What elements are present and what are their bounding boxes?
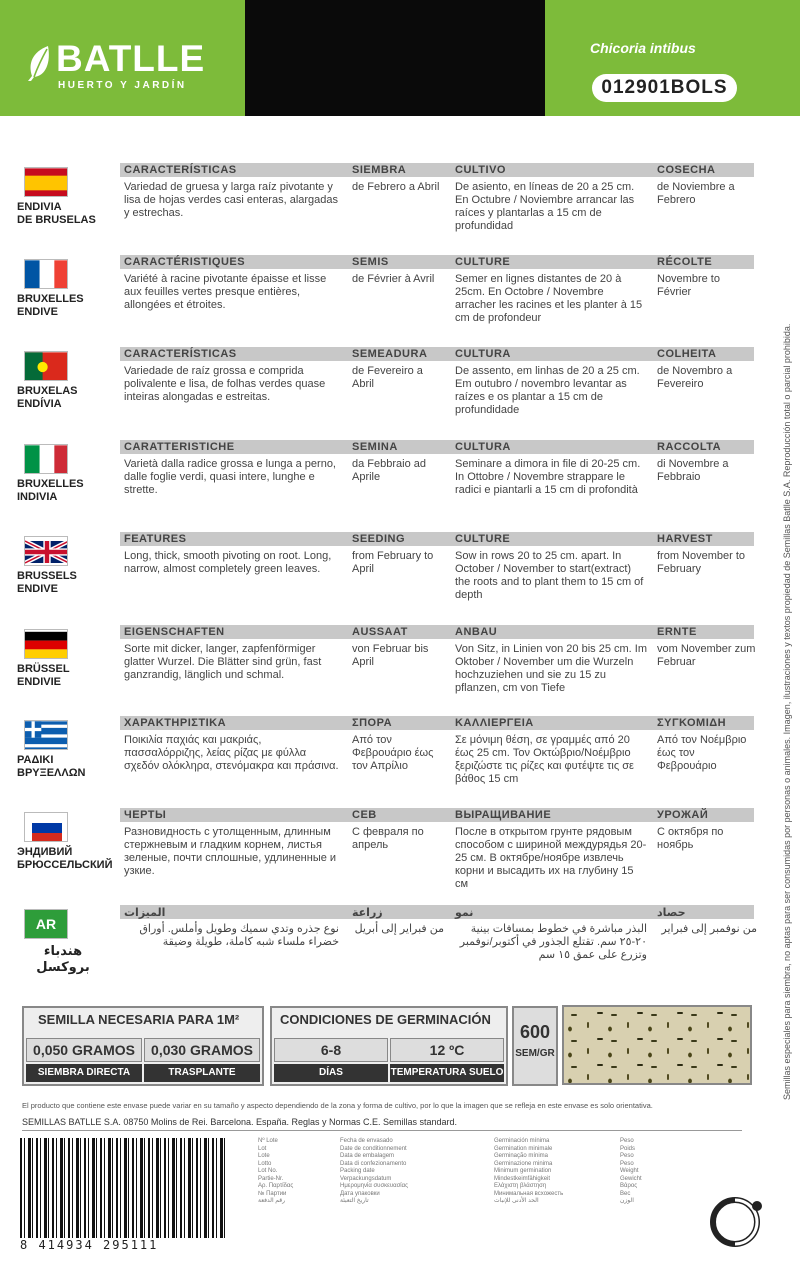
features-heading: CARACTERÍSTICAS: [124, 164, 237, 176]
fine-print-line: Packing date: [340, 1168, 375, 1174]
harvest-text: de Noviembre a Febrero: [657, 181, 735, 206]
sowing-text: da Febbraio ad Aprile: [352, 458, 426, 483]
harvest-text: vom November zum Februar: [657, 643, 756, 668]
brand-name: BATLLE: [56, 38, 206, 79]
lot-labels: [258, 1138, 334, 1206]
harvest-heading: ERNTE: [657, 626, 697, 638]
language-row-en: [0, 532, 770, 624]
cultivation-heading: CULTURA: [455, 441, 511, 453]
fine-print-line: تاريخ التعبئة: [340, 1198, 369, 1204]
language-vegetable-name: BRUXELLES INDIVIA: [17, 478, 84, 503]
germination-title: CONDICIONES DE GERMINACIÓN: [280, 1012, 491, 1027]
green-dot-recycle-icon: [706, 1196, 764, 1248]
harvest-heading: УРОЖАЙ: [657, 809, 709, 821]
sowing-text: de Fevereiro a Abril: [352, 365, 423, 390]
features-text: Разновидность с утолщенным, длинным стержневым и гладким корнем, листья зеленые, почти сплошные, удлиненные и узкие.: [124, 826, 337, 877]
direct-sowing-label: SIEMBRA DIRECTA: [26, 1064, 142, 1082]
weight-labels: [620, 1138, 660, 1206]
germination-labels: [494, 1138, 584, 1206]
brand-subtitle: HUERTO Y JARDÍN: [58, 80, 187, 91]
features-text: Variedade de raíz grossa e comprida polivalente e lisa, de folhas verdes quase inteiras alongadas e estreitas.: [124, 365, 326, 403]
disclaimer-text: El producto que contiene este envase puede variar en su tamaño y aspecto dependiendo de la zona y forma de cultivo, por lo que la imagen que se refleja en este envase es solo orientativa.: [22, 1101, 653, 1110]
language-vegetable-name: ΡΑΔΙΚΙ ΒΡΥΞΕΛΛΩΝ: [17, 754, 86, 779]
features-heading: FEATURES: [124, 533, 187, 545]
fine-print-line: Fecha de envasado: [340, 1138, 393, 1144]
language-row-ru: [0, 808, 770, 900]
harvest-text: Novembre to Février: [657, 273, 720, 298]
image-window: [245, 0, 545, 116]
cultivation-heading: ВЫРАЩИВАНИЕ: [455, 809, 552, 821]
sowing-heading: SEMINA: [352, 441, 398, 453]
harvest-heading: RÉCOLTE: [657, 256, 713, 268]
flag-en-icon: [24, 536, 68, 566]
fine-print-line: Αρ. Παρτίδας: [258, 1183, 294, 1189]
fine-print-line: Peso: [620, 1153, 634, 1159]
fine-print-line: Weight: [620, 1168, 639, 1174]
fine-print-line: Βάρος: [620, 1183, 638, 1189]
harvest-text: Από τον Νοέμβριο έως τον Φεβρουάριο: [657, 734, 747, 772]
flag-pt-icon: [24, 351, 68, 381]
harvest-heading: ΣΥΓΚΟΜΙΔΗ: [657, 717, 727, 729]
features-heading: EIGENSCHAFTEN: [124, 626, 225, 638]
fine-print-line: Дата упаковки: [340, 1190, 380, 1197]
seed-count-value: 600: [519, 1022, 551, 1042]
fine-print-line: Gewicht: [620, 1175, 642, 1182]
sowing-text: de Février à Avril: [352, 273, 435, 285]
sowing-text: from February to April: [352, 550, 434, 575]
harvest-heading: COSECHA: [657, 164, 716, 176]
cultivation-text: Von Sitz, in Linien von 20 bis 25 cm. Im Oktober / November um die Wurzeln hochzuziehen und sie zu 15 zu pflanzen, cm von Tiefe: [455, 643, 647, 694]
flag-gr-icon: [24, 720, 68, 750]
direct-sowing-value: 0,050 GRAMOS: [26, 1038, 142, 1062]
harvest-heading: HARVEST: [657, 533, 713, 545]
harvest-heading: حصاد: [657, 907, 686, 919]
features-text: Variété à racine pivotante épaisse et lisse aux feuilles vertes presque entières, allongées et étroites.: [124, 273, 327, 311]
cultivation-text: De assento, em linhas de 20 a 25 cm. Em outubro / novembro levantar as raízes e os plantar a 15 cm de profundidade: [455, 365, 640, 416]
fine-print-line: Data di confezionamento: [340, 1160, 407, 1167]
fine-print-line: № Партии: [258, 1190, 287, 1197]
language-row-es: [0, 163, 770, 255]
fine-print-line: Minimum germination: [494, 1168, 552, 1174]
cultivation-text: Σε μόνιμη θέση, σε γραμμές από 20 έως 25 cm. Τον Οκτώβριο/Νοέμβριο ξεριζώστε τις ρίζες και φυτέψτε τις σε βάθος 15 cm: [455, 734, 634, 785]
language-row-it: [0, 440, 770, 532]
fine-print-line: Germination minimale: [494, 1145, 553, 1152]
features-text: Variedad de gruesa y larga raíz pivotante y lisa de hojas verdes casi enteras, alargadas y estrechas.: [124, 181, 339, 219]
fine-print-line: Nº Lote: [258, 1138, 278, 1144]
seed-count-unit: SEM/GR: [515, 1048, 555, 1059]
cultivation-heading: CULTURE: [455, 256, 511, 268]
sowing-text: من فبراير إلى أبريل: [354, 923, 444, 935]
cultivation-text: البذر مباشرة في خطوط بمسافات بينية ٢٠-٢٥ سم. تقتلع الجذور في أكتوبر/نوفمبر وتزرع على عمق ١٥ سم: [459, 923, 647, 961]
germination-box: [270, 1006, 508, 1086]
language-vegetable-name: ENDIVIA DE BRUSELAS: [17, 201, 96, 226]
harvest-text: С октября по ноябрь: [657, 826, 724, 851]
features-text: Ποικιλία παχιάς και μακριάς, πασσαλόρριζης, λείας ρίζας με φύλλα σχεδόν ολόκληρα, στενόμακρα και πράσινα.: [124, 734, 339, 772]
cultivation-text: De asiento, en líneas de 20 a 25 cm. En Octubre / Noviembre arrancar las raíces y plantarlas a 15 cm de profundidad: [455, 181, 635, 232]
features-heading: CARATTERISTICHE: [124, 441, 235, 453]
sowing-heading: AUSSAAT: [352, 626, 408, 638]
fine-print-line: Peso: [620, 1160, 634, 1167]
sowing-text: von Februar bis April: [352, 643, 429, 668]
cultivation-heading: CULTIVO: [455, 164, 506, 176]
fine-print-line: الحد الأدنى للإنبات: [494, 1198, 539, 1204]
packing-date-labels: [340, 1138, 450, 1206]
header: [0, 0, 800, 116]
language-row-gr: [0, 716, 770, 808]
features-text: Long, thick, smooth pivoting on root. Long, narrow, almost completely green leaves.: [124, 550, 332, 575]
features-text: نوع جذره وتدي سميك وطويل وأملس. أوراق خضراء ملساء شبه كاملة، طويلة وضيقة: [139, 923, 339, 948]
fine-print-line: رقم الدفعة: [258, 1198, 286, 1204]
seed-count-box: [512, 1006, 558, 1086]
fine-print-line: Минимальная всхожесть: [494, 1190, 564, 1197]
germination-days-value: 6-8: [274, 1038, 388, 1062]
seed-photo: [562, 1005, 752, 1085]
species-panel: [545, 0, 800, 116]
fine-print-line: Poids: [620, 1145, 636, 1152]
cultivation-heading: نمو: [455, 907, 474, 919]
fine-print-line: Mindestkeimfähigkeit: [494, 1175, 551, 1182]
company-info: SEMILLAS BATLLE S.A. 08750 Molins de Rei. Barcelona. España. Reglas y Normas C.E. Semillas standard.: [22, 1117, 458, 1127]
language-row-ar: [0, 905, 770, 997]
harvest-heading: COLHEITA: [657, 348, 717, 360]
fine-print-line: Ελάχιστη βλάστηση: [494, 1183, 547, 1189]
cultivation-heading: ANBAU: [455, 626, 498, 638]
flag-ru-icon: [24, 812, 68, 842]
seed-needed-title: SEMILLA NECESARIA PARA 1M²: [38, 1012, 240, 1027]
flag-es-icon: [24, 167, 68, 197]
fine-print-line: Вес: [620, 1190, 631, 1197]
leaf-logo-icon: [26, 44, 52, 82]
flag-de-icon: [24, 629, 68, 659]
footer-divider: [22, 1130, 742, 1131]
barcode-bars: [20, 1138, 228, 1238]
language-vegetable-name: BRUSSELS ENDIVE: [17, 570, 77, 595]
flag-ar-icon: [24, 909, 68, 939]
harvest-text: من نوفمبر إلى فبراير: [661, 923, 757, 935]
product-code: 012901BOLS: [592, 74, 737, 102]
cultivation-text: Semer en lignes distantes de 20 à 25cm. En Octobre / Novembre arracher les racines et les planter à 15 cm de profondeur: [455, 273, 643, 324]
features-heading: الميزات: [124, 907, 166, 919]
language-row-fr: [0, 255, 770, 347]
harvest-text: from November to February: [657, 550, 746, 575]
fine-print-line: Germinação mínima: [494, 1153, 549, 1159]
features-heading: CARACTÉRISTIQUES: [124, 256, 246, 268]
sowing-heading: SEMEADURA: [352, 348, 428, 360]
soil-temp-value: 12 ºC: [390, 1038, 504, 1062]
features-heading: CARACTERÍSTICAS: [124, 348, 237, 360]
cultivation-text: Sow in rows 20 to 25 cm. apart. In October / November to start(extract) the roots and to plant them to 15 cm of depth: [455, 550, 644, 601]
sowing-text: Από τον Φεβρουάριο έως τον Απρίλιο: [352, 734, 434, 772]
sowing-heading: ΣΠΟΡΑ: [352, 717, 393, 729]
barcode: [20, 1138, 228, 1250]
language-row-de: [0, 625, 770, 717]
sowing-text: de Febrero a Abril: [352, 181, 440, 193]
fine-print-line: Lot: [258, 1145, 267, 1152]
sowing-heading: СЕВ: [352, 809, 377, 821]
seed-needed-box: [22, 1006, 264, 1086]
language-row-pt: [0, 347, 770, 439]
species-name: Chicoria intibus: [590, 40, 696, 56]
sowing-heading: زراعة: [352, 907, 383, 919]
barcode-number: 8 414934 295111: [20, 1238, 159, 1252]
side-legal-text: Semillas especiales para siembra, no aptas para ser consumidas por personas o animales. Imagen, ilustraciones y textos propiedad de Semillas Batlle S.A. Reproducción total o parcial prohibida.: [782, 323, 792, 1100]
soil-temp-label: TEMPERATURA SUELO: [390, 1064, 504, 1082]
language-vegetable-name: ЭНДИВИЙ БРЮССЕЛЬСКИЙ: [17, 846, 113, 871]
language-vegetable-name: هندباء بروكسل: [36, 943, 90, 974]
fine-print-line: Peso: [620, 1138, 634, 1144]
transplant-label: TRASPLANTE: [144, 1064, 260, 1082]
sowing-heading: SIEMBRA: [352, 164, 407, 176]
fine-print-line: Germinazione minima: [494, 1160, 553, 1167]
fine-print-line: Lote: [258, 1153, 270, 1159]
harvest-text: di Novembre a Febbraio: [657, 458, 729, 483]
fine-print-line: الوزن: [620, 1198, 634, 1204]
language-vegetable-name: BRUXELAS ENDÍVIA: [17, 385, 78, 410]
cultivation-text: После в открытом грунте рядовым способом с шириной междурядья 20-25 см. В октябре/ноябре извлечь корни и высадить их на глубину 15 см: [455, 826, 647, 890]
fine-print-line: Germinación mínima: [494, 1138, 550, 1144]
fine-print-line: Data de embalagem: [340, 1153, 395, 1159]
fine-print-line: Lot No.: [258, 1168, 278, 1174]
fine-print-line: Date de conditionnement: [340, 1145, 407, 1152]
transplant-value: 0,030 GRAMOS: [144, 1038, 260, 1062]
arabic-flag-label: AR: [35, 916, 57, 932]
fine-print-line: Partie-Nr.: [258, 1175, 284, 1182]
features-heading: ЧЕРТЫ: [124, 809, 167, 821]
language-vegetable-name: BRÜSSEL ENDIVIE: [17, 663, 70, 688]
harvest-heading: RACCOLTA: [657, 441, 722, 453]
fine-print-line: Lotto: [258, 1160, 272, 1167]
flag-fr-icon: [24, 259, 68, 289]
cultivation-heading: ΚΑΛΛΙΕΡΓΕΙΑ: [455, 717, 534, 729]
brand-panel: [0, 0, 245, 116]
cultivation-heading: CULTURA: [455, 348, 511, 360]
sowing-text: С февраля по апрель: [352, 826, 424, 851]
germination-days-label: DÍAS: [274, 1064, 388, 1082]
fine-print-line: Ημερομηνία συσκευασίας: [340, 1183, 408, 1189]
harvest-text: de Novembro a Fevereiro: [657, 365, 733, 390]
features-text: Varietà dalla radice grossa e lunga a perno, dalle foglie verdi, quasi intere, lunghe e strette.: [124, 458, 336, 496]
features-text: Sorte mit dicker, langer, zapfenförmiger glatter Wurzel. Die Blätter sind grün, fast ganzrandig, länglich und schmal.: [124, 643, 322, 681]
flag-it-icon: [24, 444, 68, 474]
cultivation-text: Seminare a dimora in file di 20-25 cm. In Ottobre / Novembre strappare le radici e piantarli a 15 cm di profondità: [455, 458, 641, 496]
fine-print-line: Verpackungsdatum: [340, 1175, 392, 1182]
sowing-heading: SEMIS: [352, 256, 389, 268]
sowing-heading: SEEDING: [352, 533, 406, 545]
features-heading: ΧΑΡΑΚΤΗΡΙΣΤΙΚΑ: [124, 717, 227, 729]
cultivation-heading: CULTURE: [455, 533, 511, 545]
language-vegetable-name: BRUXELLES ENDIVE: [17, 293, 84, 318]
